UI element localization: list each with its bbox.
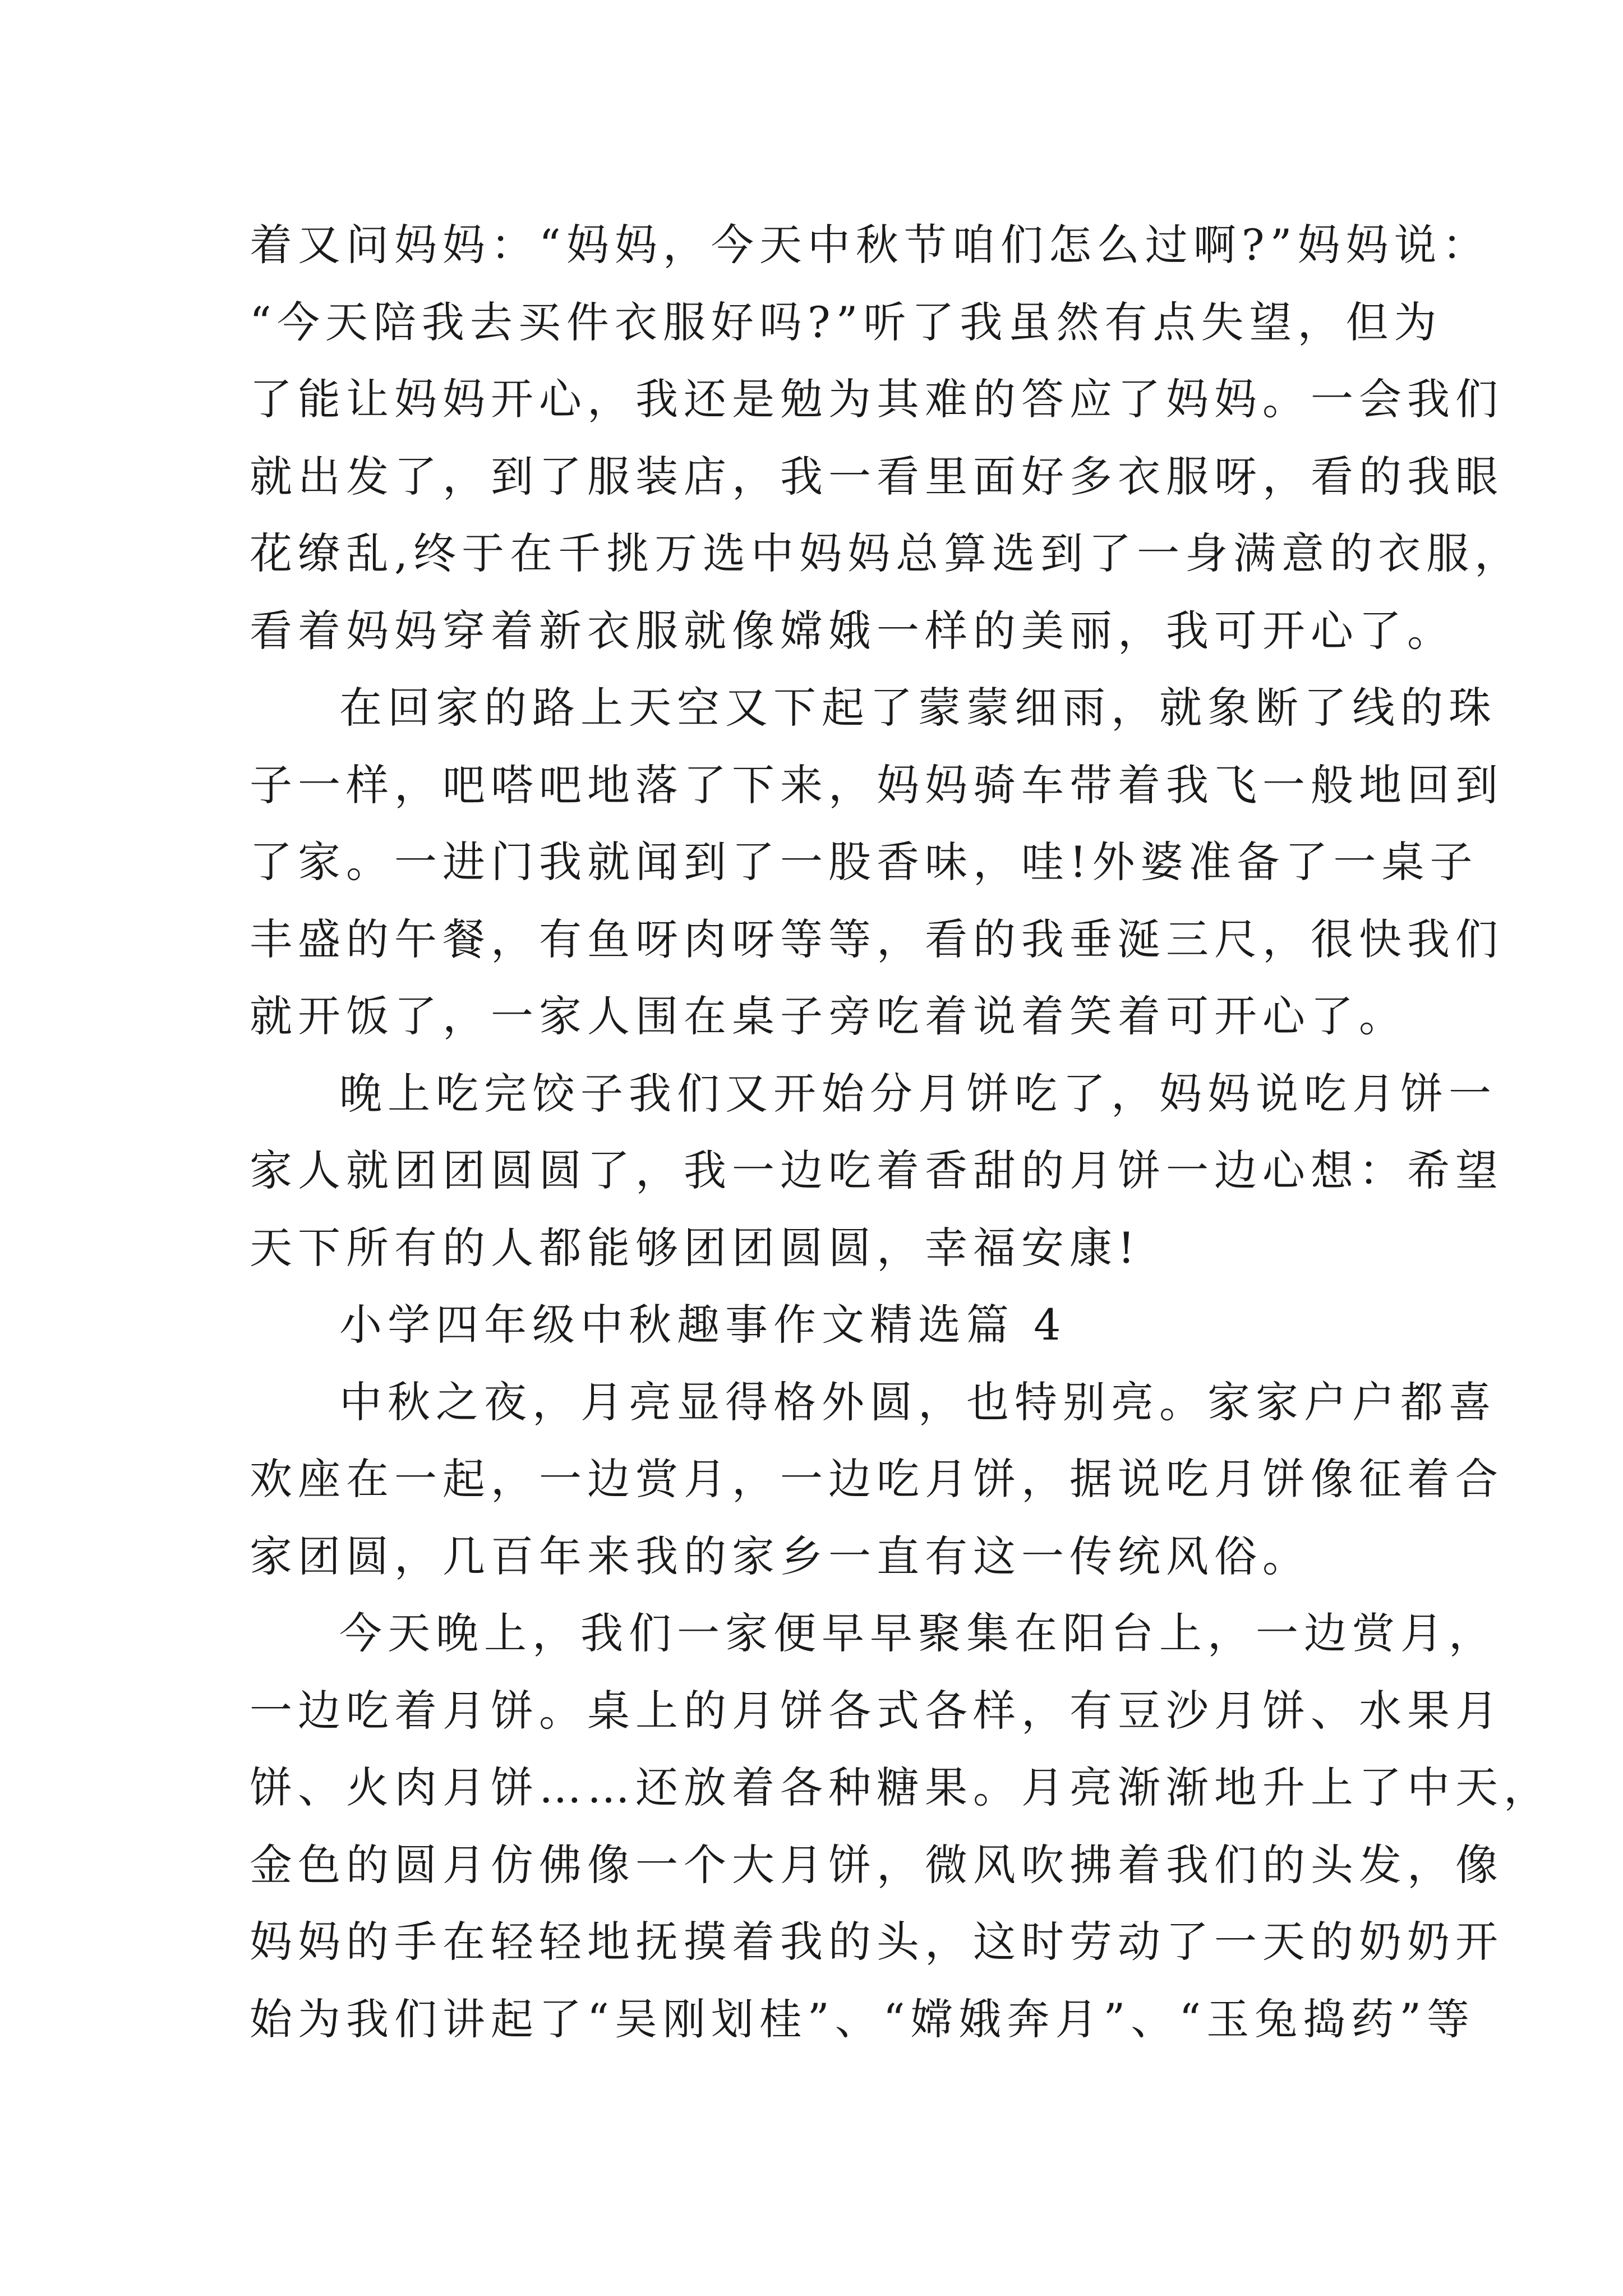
text-line: 欢座在一起，一边赏月，一边吃月饼，据说吃月饼像征着合 bbox=[250, 1454, 1504, 1504]
text-line: 就开饭了，一家人围在桌子旁吃着说着笑着可开心了。 bbox=[250, 991, 1407, 1041]
text-line: 始为我们讲起了“吴刚划桂”、“嫦娥奔月”、“玉兔捣药”等 bbox=[250, 1994, 1476, 2044]
section-heading: 小学四年级中秋趣事作文精选篇 4 bbox=[339, 1300, 1067, 1350]
text-line: “今天陪我去买件衣服好吗?”听了我虽然有点失望，但为 bbox=[250, 297, 1442, 347]
text-line: 子一样，吧嗒吧地落了下来，妈妈骑车带着我飞一般地回到 bbox=[250, 760, 1504, 810]
text-line: 丰盛的午餐，有鱼呀肉呀等等，看的我垂涎三尺，很快我们 bbox=[250, 914, 1504, 964]
text-line: 一边吃着月饼。桌上的月饼各式各样，有豆沙月饼、水果月 bbox=[250, 1685, 1504, 1736]
text-line: 了能让妈妈开心，我还是勉为其难的答应了妈妈。一会我们 bbox=[250, 374, 1504, 424]
text-line: 着又问妈妈：“妈妈，今天中秋节咱们怎么过啊?”妈妈说： bbox=[250, 220, 1491, 270]
text-line: 看着妈妈穿着新衣服就像嫦娥一样的美丽，我可开心了。 bbox=[250, 605, 1455, 656]
paragraph-start-line: 今天晚上，我们一家便早早聚集在阳台上，一边赏月， bbox=[339, 1608, 1497, 1658]
text-line: 金色的圆月仿佛像一个大月饼，微风吹拂着我们的头发，像 bbox=[250, 1839, 1504, 1890]
text-line: 了家。一进门我就闻到了一股香味，哇!外婆准备了一桌子 bbox=[250, 837, 1478, 887]
paragraph-start-line: 在回家的路上天空又下起了蒙蒙细雨，就象断了线的珠 bbox=[339, 683, 1497, 733]
text-line: 饼、火肉月饼……还放着各种糖果。月亮渐渐地升上了中天， bbox=[250, 1763, 1552, 1812]
text-line: 就出发了，到了服装店，我一看里面好多衣服呀，看的我眼 bbox=[250, 451, 1504, 501]
paragraph-start-line: 中秋之夜，月亮显得格外圆，也特别亮。家家户户都喜 bbox=[339, 1377, 1497, 1427]
text-line: 家人就团团圆圆了，我一边吃着香甜的月饼一边心想：希望 bbox=[250, 1145, 1504, 1195]
text-line: 家团圆，几百年来我的家乡一直有这一传统风俗。 bbox=[250, 1531, 1311, 1581]
text-line: 花缭乱,终于在千挑万选中妈妈总算选到了一身满意的衣服， bbox=[250, 528, 1523, 578]
essay-text bbox=[250, 206, 1552, 2058]
paragraph-start-line: 晚上吃完饺子我们又开始分月饼吃了，妈妈说吃月饼一 bbox=[339, 1068, 1497, 1119]
text-line: 天下所有的人都能够团团圆圆，幸福安康! bbox=[250, 1222, 1141, 1273]
text-line: 妈妈的手在轻轻地抚摸着我的头，这时劳动了一天的奶奶开 bbox=[250, 1917, 1504, 1967]
